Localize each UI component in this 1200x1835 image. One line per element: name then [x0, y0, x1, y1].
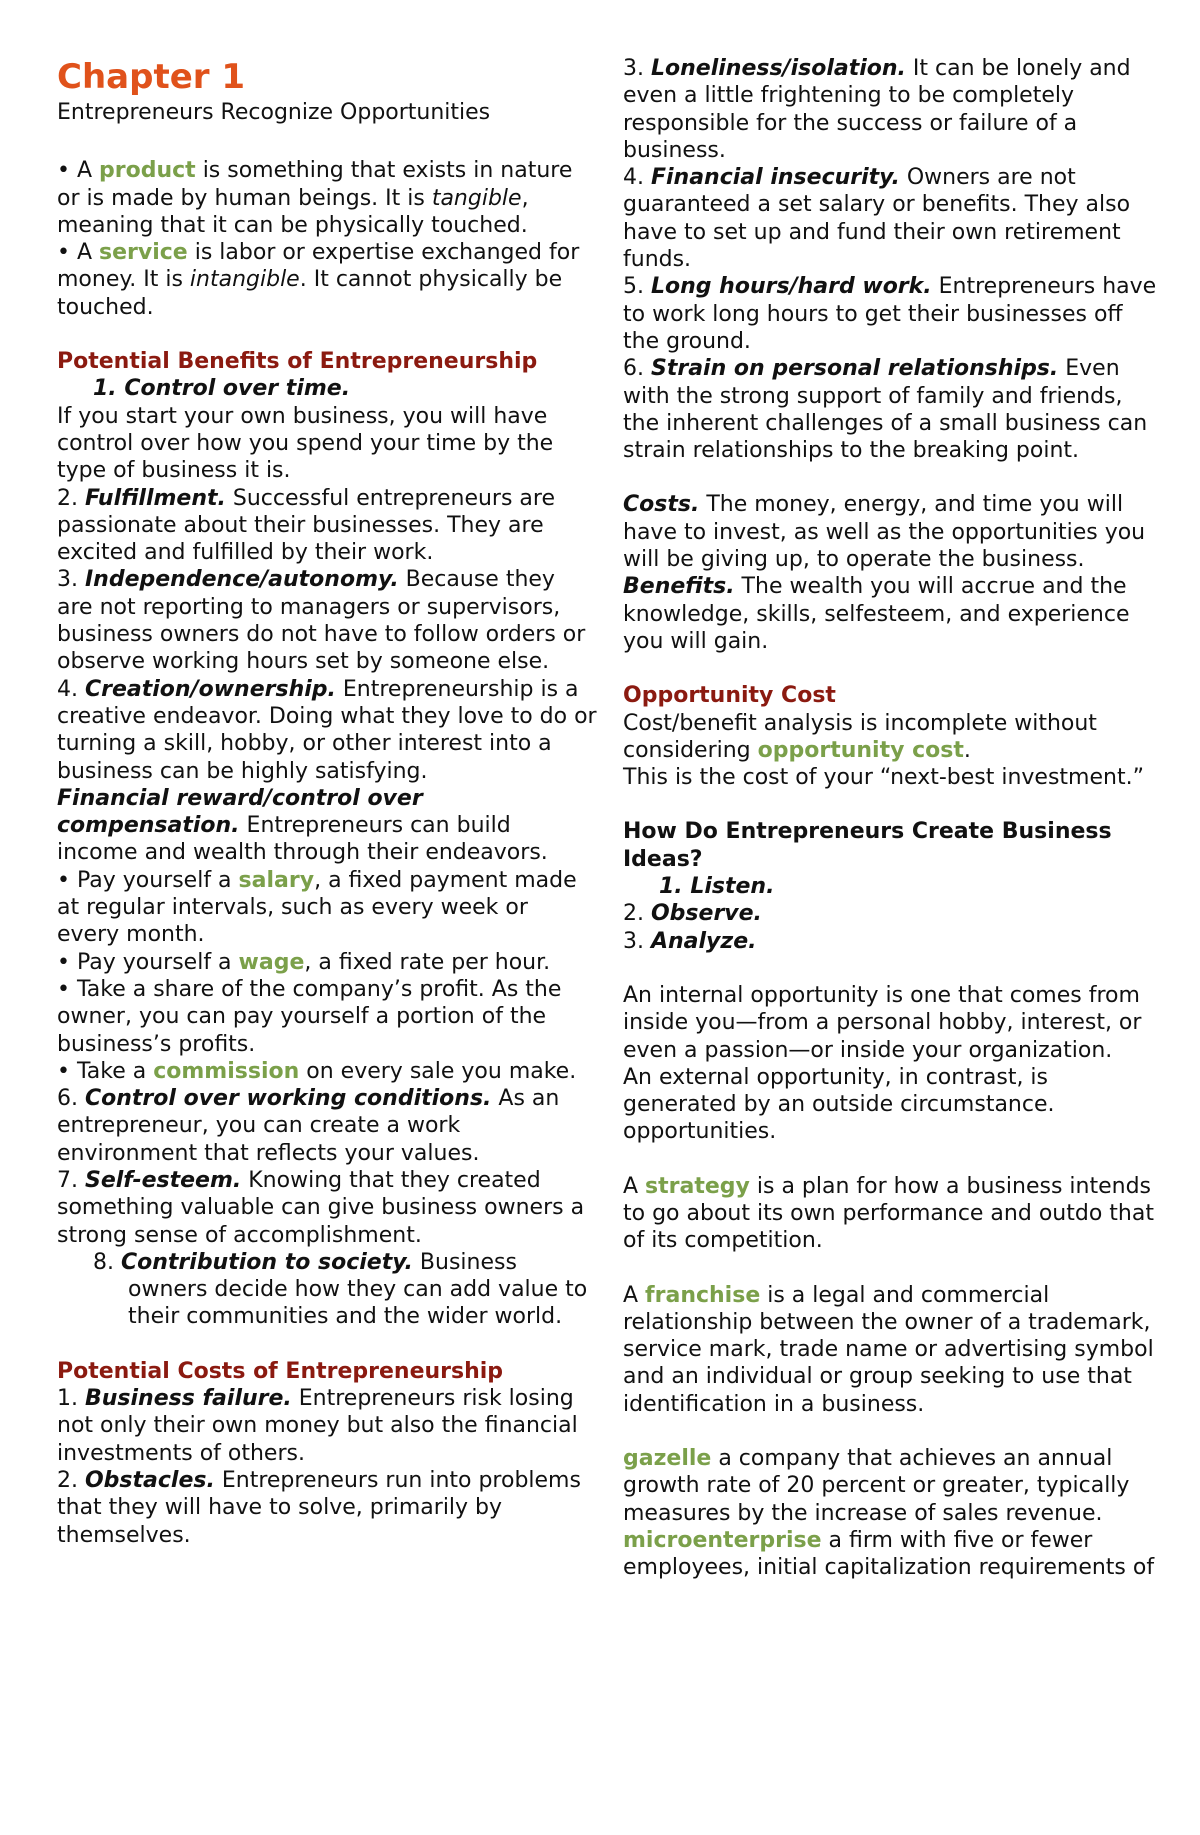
term-salary: salary — [238, 867, 315, 893]
benefit-4-cont: business can be highly satisfying. — [57, 758, 428, 784]
benefits-definition: Benefits. The wealth you will accrue and the knowledge, skills, selfesteem, and experience you will gain. — [623, 574, 1130, 654]
opportunity-cost-heading: Opportunity Cost — [623, 683, 836, 709]
strategy-definition: A strategy is a plan for how a business intends to go about its own performance and outdo that of its competition. — [623, 1173, 1154, 1254]
idea-2: 2. Observe. — [623, 901, 762, 927]
right-column — [623, 55, 1163, 1582]
term-gazelle: gazelle — [623, 1446, 712, 1472]
chapter-title: Chapter 1 — [57, 57, 246, 97]
benefit-6: 6. Control over working conditions. As an entrepreneur, you can create a work environment that reflects your values. — [57, 1086, 560, 1166]
cost-2: 2. Obstacles. Entrepreneurs run into problems that they will have to solve, primarily by themselves. — [57, 1467, 581, 1548]
cost-4: 4. Financial insecurity. Owners are not guaranteed a set salary or benefits. They also have to set up and fund their own retirement funds. — [623, 165, 1131, 273]
benefit-4: 4. Creation/ownership. Entrepreneurship is a creative endeavor. Doing what they love to do or turning a skill, hobby, or other interest into a — [57, 676, 597, 757]
salary-bullet: • Pay yourself a salary, a fixed payment made at regular intervals, such as every week or every month. — [57, 867, 577, 948]
idea-1: 1. Listen. — [659, 874, 775, 900]
benefit-2: 2. Fulfillment. Successful entrepreneurs are passionate about their businesses. They are excited and fulfilled by their work. — [57, 485, 555, 566]
cost-5: 5. Long hours/hard work. Entrepreneurs have to work long hours to get their businesses off the ground. — [623, 274, 1157, 354]
benefit-7: 7. Self-esteem. Knowing that they created something valuable can give business owners a strong sense of accomplishment. — [57, 1167, 585, 1248]
benefit-1-title: 1. Control over time. — [93, 376, 351, 402]
term-opportunity-cost: opportunity cost — [757, 737, 964, 763]
product-definition: • A product is something that exists in nature or is made by human beings. It is tangible, meaning that it can be physically touched. — [57, 158, 573, 238]
benefit-8: 8. Contribution to society. Business owners decide how they can add value to their communities and the wider world. — [93, 1249, 588, 1330]
service-definition: • A service is labor or expertise exchanged for money. It is intangible. It cannot physically be touched. — [57, 240, 580, 320]
term-wage: wage — [238, 949, 305, 975]
opportunity-cost-text-2: This is the cost of your “next-best investment.” — [623, 765, 1144, 791]
benefits-heading: Potential Benefits of Entrepreneurship — [57, 349, 538, 375]
benefit-5: Financial reward/control over compensation. Entrepreneurs can build income and wealth through their endeavors. — [57, 785, 548, 866]
cost-3: 3. Loneliness/isolation. It can be lonely and even a little frightening to be completely responsible for the success or failure of a business. — [623, 56, 1131, 163]
franchise-definition: A franchise is a legal and commercial relationship between the owner of a trademark, service mark, trade name or advertising symbol and an individual or group seeking to use that identification in a business. — [623, 1282, 1154, 1417]
commission-bullet: • Take a commission on every sale you make. — [57, 1058, 577, 1084]
benefit-1-text-cont: type of business it is. — [57, 458, 291, 484]
left-column — [57, 55, 597, 1549]
microenterprise-definition: microenterprise a firm with five or fewer employees, initial capitalization requirements of — [623, 1527, 1155, 1581]
term-microenterprise: microenterprise — [623, 1527, 822, 1553]
benefit-1-text: If you start your own business, you will have control over how you spend your time by the — [57, 403, 554, 456]
term-product: product — [99, 158, 196, 184]
cost-6: 6. Strain on personal relationships. Even with the strong support of family and friends, the inherent challenges of a small business can strain relationships to the breaking point. — [623, 356, 1148, 464]
term-commission: commission — [153, 1058, 300, 1084]
external-opportunity: An external opportunity, in contrast, is generated by an outside circumstance. — [623, 1064, 1055, 1118]
term-service: service — [99, 240, 188, 266]
idea-3: 3. Analyze. — [623, 928, 757, 954]
costs-definition: Costs. The money, energy, and time you will have to invest, as well as the opportunities you will be giving up, to operate the business. — [623, 492, 1146, 573]
benefit-3: 3. Independence/autonomy. Because they are not reporting to managers or supervisors, business owners do not have to follow orders or observe working hours set by someone else. — [57, 567, 586, 675]
cost-1: 1. Business failure. Entrepreneurs risk losing not only their own money but also the financial investments of others. — [57, 1386, 578, 1466]
gazelle-definition: gazelle a company that achieves an annual growth rate of 20 percent or greater, typically measures by the increase of sales revenue. — [623, 1446, 1130, 1526]
chapter-subtitle: Entrepreneurs Recognize Opportunities — [57, 100, 491, 125]
internal-opportunity: An internal opportunity is one that comes from inside you—from a personal hobby, interest, or even a passion—or inside your organization. — [623, 982, 1142, 1063]
opportunity-cost-text: Cost/benefit analysis is incomplete without considering opportunity cost. — [623, 710, 1097, 763]
profit-bullet: • Take a share of the company’s profit. As the owner, you can pay yourself a portion of the business’s profits. — [57, 976, 562, 1057]
ideas-heading: How Do Entrepreneurs Create Business Ideas? — [623, 819, 1112, 872]
term-franchise: franchise — [645, 1282, 761, 1308]
costs-heading: Potential Costs of Entrepreneurship — [57, 1358, 504, 1384]
term-strategy: strategy — [645, 1173, 750, 1199]
wage-bullet: • Pay yourself a wage, a fixed rate per hour. — [57, 949, 551, 975]
external-opportunity-cont: opportunities. — [623, 1119, 777, 1145]
